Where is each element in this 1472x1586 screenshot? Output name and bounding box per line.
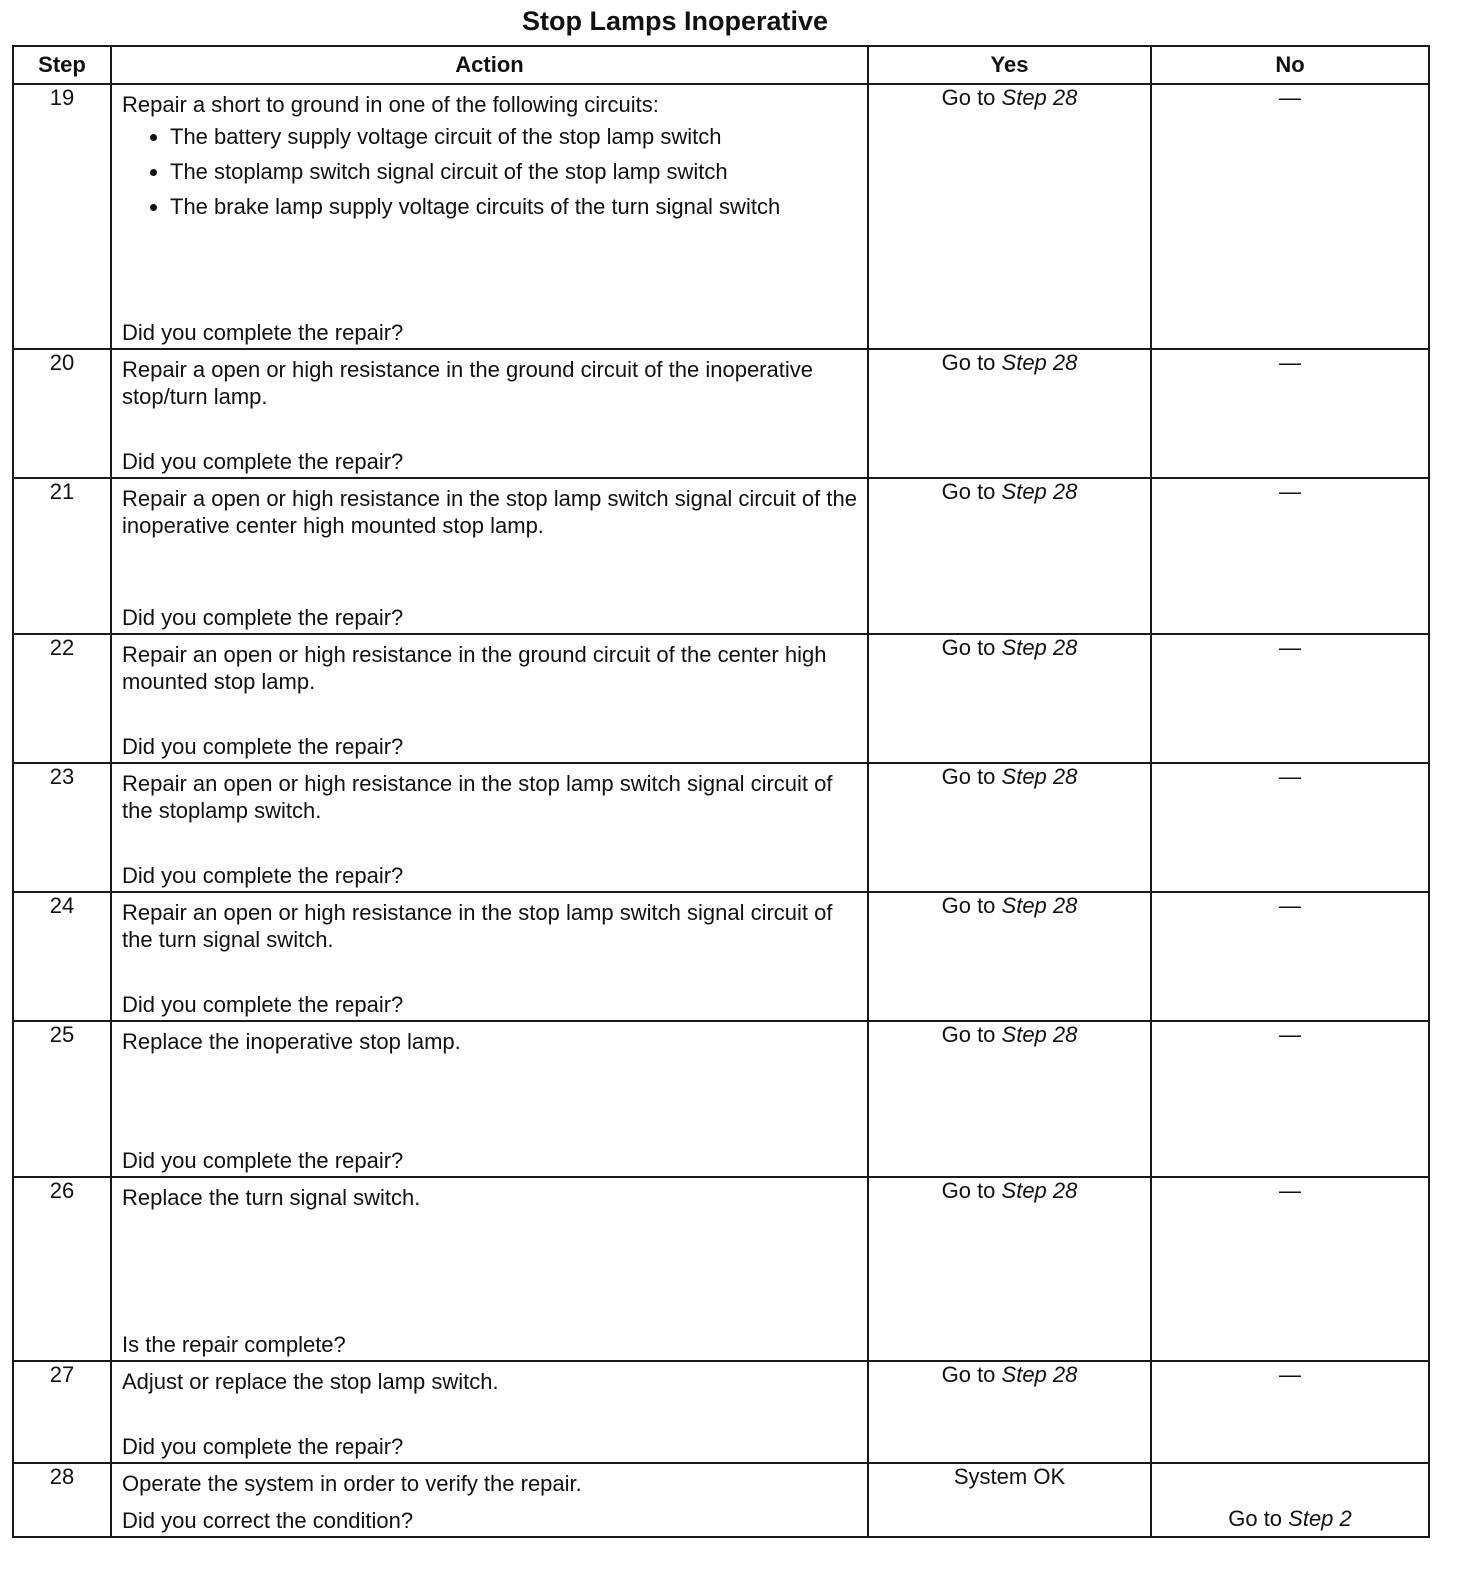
action-bullet: • The battery supply voltage circuit of the stop lamp switch <box>170 123 857 150</box>
action-instruction <box>122 1028 857 1055</box>
no-dash: — <box>1279 893 1301 918</box>
action-text: Repair an open or high resistance in the ground circuit of the center high mounted stop lamp. <box>122 642 827 694</box>
action-cell <box>111 1177 868 1361</box>
yes-text: Go to <box>941 893 1002 918</box>
header-row <box>13 46 1429 84</box>
yes-step-ref: Step 28 <box>1001 1178 1078 1203</box>
action-question: Did you complete the repair? <box>122 1148 404 1173</box>
action-text: Repair a open or high resistance in the stop lamp switch signal circuit of the inoperative center high mounted stop lamp. <box>122 486 857 538</box>
action-question: Did you complete the repair? <box>122 863 404 888</box>
action-question: Did you complete the repair? <box>122 320 404 345</box>
action-cell <box>111 1021 868 1177</box>
action-content <box>112 85 867 348</box>
action-cell <box>111 478 868 634</box>
action-content <box>112 1464 867 1536</box>
action-cell <box>111 1463 868 1537</box>
yes-text: Go to <box>941 635 1002 660</box>
yes-step-ref: Step 28 <box>1001 1022 1078 1047</box>
no-dash: — <box>1279 85 1301 110</box>
step-number: 20 <box>13 349 111 478</box>
header-yes: Yes <box>868 46 1151 84</box>
yes-cell <box>868 478 1151 634</box>
yes-cell <box>868 84 1151 349</box>
action-content <box>112 1022 867 1176</box>
yes-step-ref: Step 28 <box>1001 1362 1078 1387</box>
action-content <box>112 893 867 1020</box>
action-text: Repair an open or high resistance in the stop lamp switch signal circuit of the stoplamp switch. <box>122 771 833 823</box>
action-cell <box>111 763 868 892</box>
table-row <box>13 763 1429 892</box>
table-row <box>13 634 1429 763</box>
table-row <box>13 1361 1429 1463</box>
no-cell <box>1151 84 1429 349</box>
action-question: Did you complete the repair? <box>122 734 404 759</box>
action-text: Repair an open or high resistance in the stop lamp switch signal circuit of the turn signal switch. <box>122 900 833 952</box>
yes-step-ref: Step 28 <box>1001 764 1078 789</box>
yes-text: Go to <box>941 85 1002 110</box>
step-number: 24 <box>13 892 111 1021</box>
action-text: Repair a short to ground in one of the following circuits: <box>122 92 659 117</box>
yes-cell <box>868 1463 1151 1537</box>
yes-cell <box>868 349 1151 478</box>
table-row <box>13 349 1429 478</box>
header-action: Action <box>111 46 868 84</box>
steps-table <box>12 45 1430 1538</box>
action-cell <box>111 634 868 763</box>
action-instruction <box>122 899 857 953</box>
action-content <box>112 635 867 762</box>
no-cell <box>1151 763 1429 892</box>
yes-cell <box>868 1177 1151 1361</box>
yes-cell <box>868 892 1151 1021</box>
action-text: Repair a open or high resistance in the ground circuit of the inoperative stop/turn lamp. <box>122 357 813 409</box>
yes-text: Go to <box>941 1178 1002 1203</box>
action-question: Did you complete the repair? <box>122 449 404 474</box>
action-cell <box>111 1361 868 1463</box>
action-text: Replace the turn signal switch. <box>122 1185 421 1210</box>
no-cell <box>1151 478 1429 634</box>
action-cell <box>111 892 868 1021</box>
yes-step-ref: Step 28 <box>1001 85 1078 110</box>
action-cell <box>111 84 868 349</box>
yes-text: Go to <box>941 479 1002 504</box>
no-cell <box>1151 1463 1429 1537</box>
yes-cell <box>868 1021 1151 1177</box>
no-cell <box>1151 1021 1429 1177</box>
action-text: Replace the inoperative stop lamp. <box>122 1029 461 1054</box>
step-number: 28 <box>13 1463 111 1537</box>
no-cell <box>1151 349 1429 478</box>
action-instruction <box>122 1470 857 1497</box>
no-cell <box>1151 1177 1429 1361</box>
yes-text: Go to <box>941 1362 1002 1387</box>
action-instruction <box>122 1184 857 1211</box>
yes-cell <box>868 1361 1151 1463</box>
no-dash: — <box>1279 1178 1301 1203</box>
action-question: Did you complete the repair? <box>122 992 404 1017</box>
step-number: 21 <box>13 478 111 634</box>
yes-step-ref: Step 28 <box>1001 479 1078 504</box>
yes-text: Go to <box>941 350 1002 375</box>
yes-text: System OK <box>953 1464 1066 1489</box>
step-number: 22 <box>13 634 111 763</box>
action-bullet: • The stoplamp switch signal circuit of the stop lamp switch <box>170 158 857 185</box>
action-instruction <box>122 641 857 695</box>
no-cell <box>1151 892 1429 1021</box>
no-text: Go to <box>1228 1506 1289 1531</box>
header-step: Step <box>13 46 111 84</box>
action-content <box>112 350 867 477</box>
table-row <box>13 1177 1429 1361</box>
action-instruction <box>122 485 857 539</box>
no-dash: — <box>1279 635 1301 660</box>
no-dash: — <box>1279 350 1301 375</box>
table-row <box>13 1463 1429 1537</box>
no-step-ref: Step 2 <box>1288 1506 1352 1531</box>
action-content <box>112 1178 867 1360</box>
no-dash: — <box>1279 1362 1301 1387</box>
table-row <box>13 478 1429 634</box>
action-bullet: • The brake lamp supply voltage circuits of the turn signal switch <box>170 193 857 220</box>
page-title: Stop Lamps Inoperative <box>521 6 829 36</box>
action-question: Did you complete the repair? <box>122 1434 404 1459</box>
step-number: 23 <box>13 763 111 892</box>
action-content <box>112 1362 867 1462</box>
header-no: No <box>1151 46 1429 84</box>
action-question: Is the repair complete? <box>122 1332 346 1357</box>
table-row <box>13 84 1429 349</box>
action-question: Did you correct the condition? <box>122 1508 414 1533</box>
action-cell <box>111 349 868 478</box>
no-cell <box>1151 1361 1429 1463</box>
action-content <box>112 764 867 891</box>
step-number: 27 <box>13 1361 111 1463</box>
step-number: 25 <box>13 1021 111 1177</box>
yes-step-ref: Step 28 <box>1001 350 1078 375</box>
table-row <box>13 1021 1429 1177</box>
yes-text: Go to <box>941 764 1002 789</box>
action-instruction <box>122 91 857 228</box>
action-question: Did you complete the repair? <box>122 605 404 630</box>
action-instruction <box>122 770 857 824</box>
action-content <box>112 479 867 633</box>
action-text: Operate the system in order to verify the repair. <box>122 1471 582 1496</box>
yes-cell <box>868 763 1151 892</box>
step-number: 19 <box>13 84 111 349</box>
yes-text: Go to <box>941 1022 1002 1047</box>
action-text: Adjust or replace the stop lamp switch. <box>122 1369 499 1394</box>
action-bullet-list <box>122 123 857 220</box>
no-dash: — <box>1279 1022 1301 1047</box>
yes-step-ref: Step 28 <box>1001 893 1078 918</box>
action-instruction <box>122 356 857 410</box>
no-dash: — <box>1279 764 1301 789</box>
no-dash: — <box>1279 479 1301 504</box>
action-instruction <box>122 1368 857 1395</box>
step-number: 26 <box>13 1177 111 1361</box>
yes-step-ref: Step 28 <box>1001 635 1078 660</box>
yes-cell <box>868 634 1151 763</box>
no-cell <box>1151 634 1429 763</box>
table-row <box>13 892 1429 1021</box>
